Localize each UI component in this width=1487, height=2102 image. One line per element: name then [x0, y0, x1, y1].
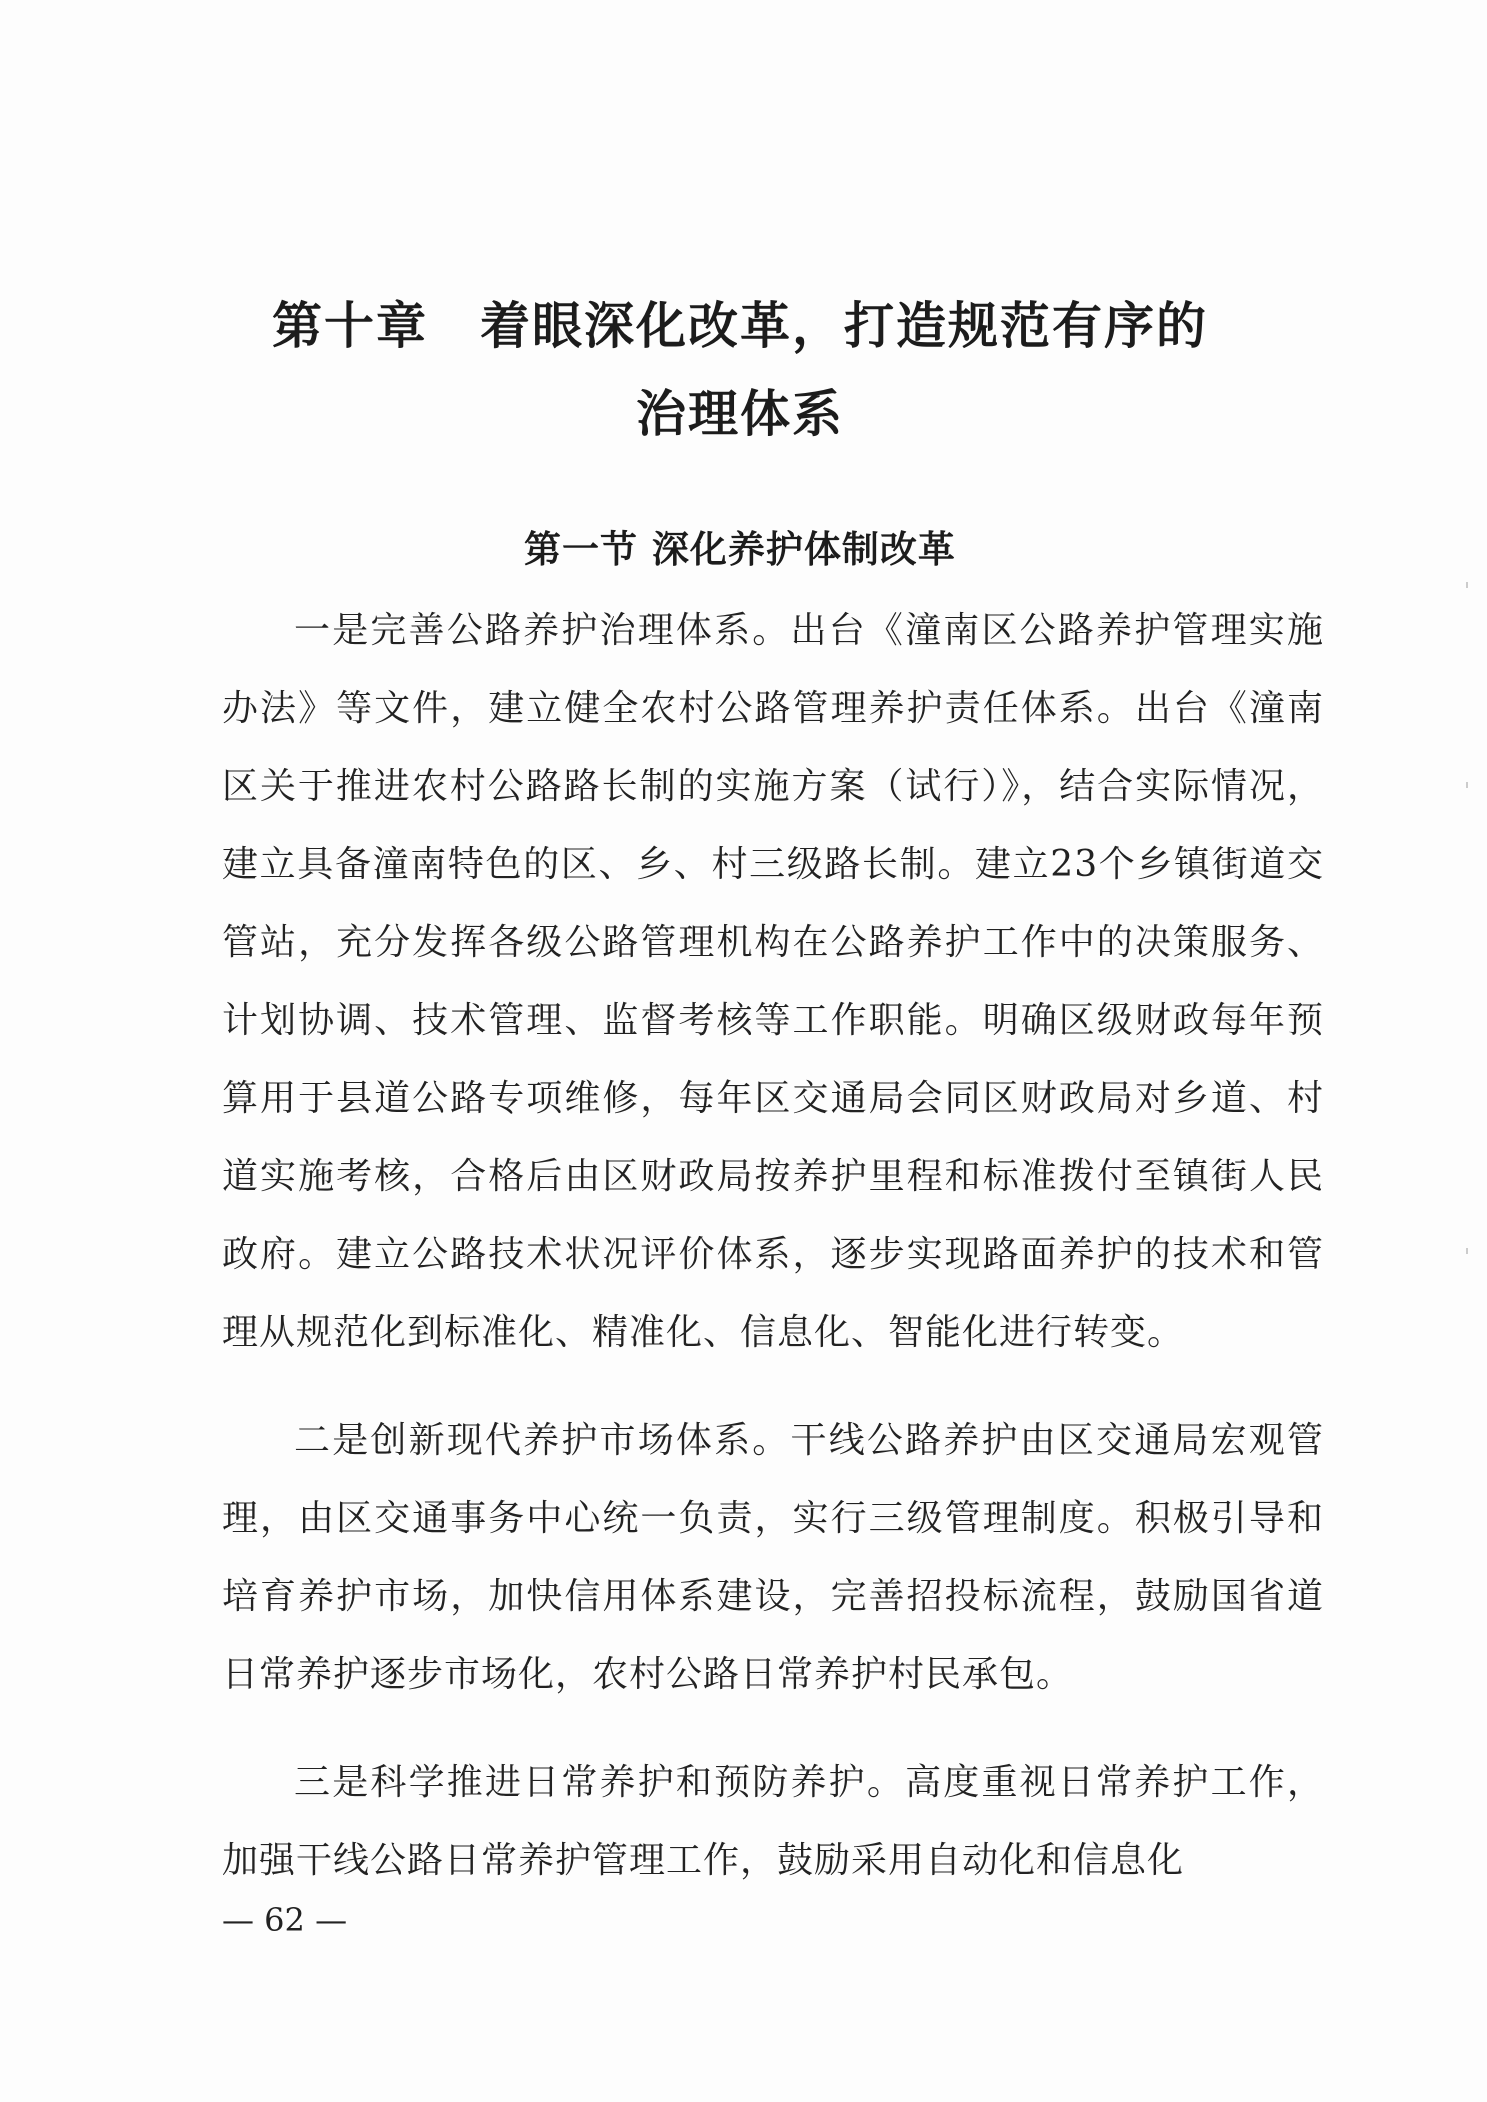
paragraph-1-text: 出台《潼南区公路养护管理实施办法》等文件，建立健全农村公路管理养护责任体系。出台《潼南区关于推进农村公路路长制的实施方案（试行）》，结合实际情况，建立具备潼南特色的区、乡、村三级路长制。建立23个乡镇街道交管站，充分发挥各级公路管理机构在公路养护工作中的决策服务、计划协调、技术管理、监督考核等工作职能。明确区级财政每年预算用于县道公路专项维修，每年区交通局会同区财政局对乡道、村道实施考核，合格后由区财政局按养护里程和标准拨付至镇街人民政府。建立公路技术状况评价体系，逐步实现路面养护的技术和管理从规范化到标准化、精准化、信息化、智能化进行转变。: [222, 610, 1324, 1353]
paragraph-3: [222, 1744, 1324, 1900]
paragraph-2-lead: 二是创新现代养护市场体系。: [294, 1420, 791, 1461]
paragraph-3-text: 高度重视日常养护工作，加强干线公路日常养护管理工作，鼓励采用自动化和信息化: [222, 1762, 1324, 1881]
section-title: 第一节 深化养护体制改革: [524, 528, 956, 571]
paragraph-1: [222, 592, 1324, 1372]
chapter-title: [180, 282, 1300, 458]
body-text: [222, 592, 1324, 1930]
scan-mark: [1466, 782, 1468, 788]
scan-mark: [1466, 1248, 1468, 1254]
paragraph-1-lead: 一是完善公路养护治理体系。: [294, 610, 791, 651]
paragraph-2-text: 干线公路养护由区交通局宏观管理，由区交通事务中心统一负责，实行三级管理制度。积极引导和培育养护市场，加快信用体系建设，完善招投标流程，鼓励国省道日常养护逐步市场化，农村公路日常养护村民承包。: [222, 1420, 1324, 1695]
paragraph-3-lead: 三是科学推进日常养护和预防养护。: [294, 1762, 906, 1803]
chapter-title-line-1: 第十章 着眼深化改革，打造规范有序的: [272, 297, 1208, 355]
paragraph-2: [222, 1402, 1324, 1714]
scan-mark: [1466, 582, 1468, 588]
page-number: — 62 —: [222, 1901, 348, 1939]
chapter-title-line-2: 治理体系: [636, 385, 844, 443]
